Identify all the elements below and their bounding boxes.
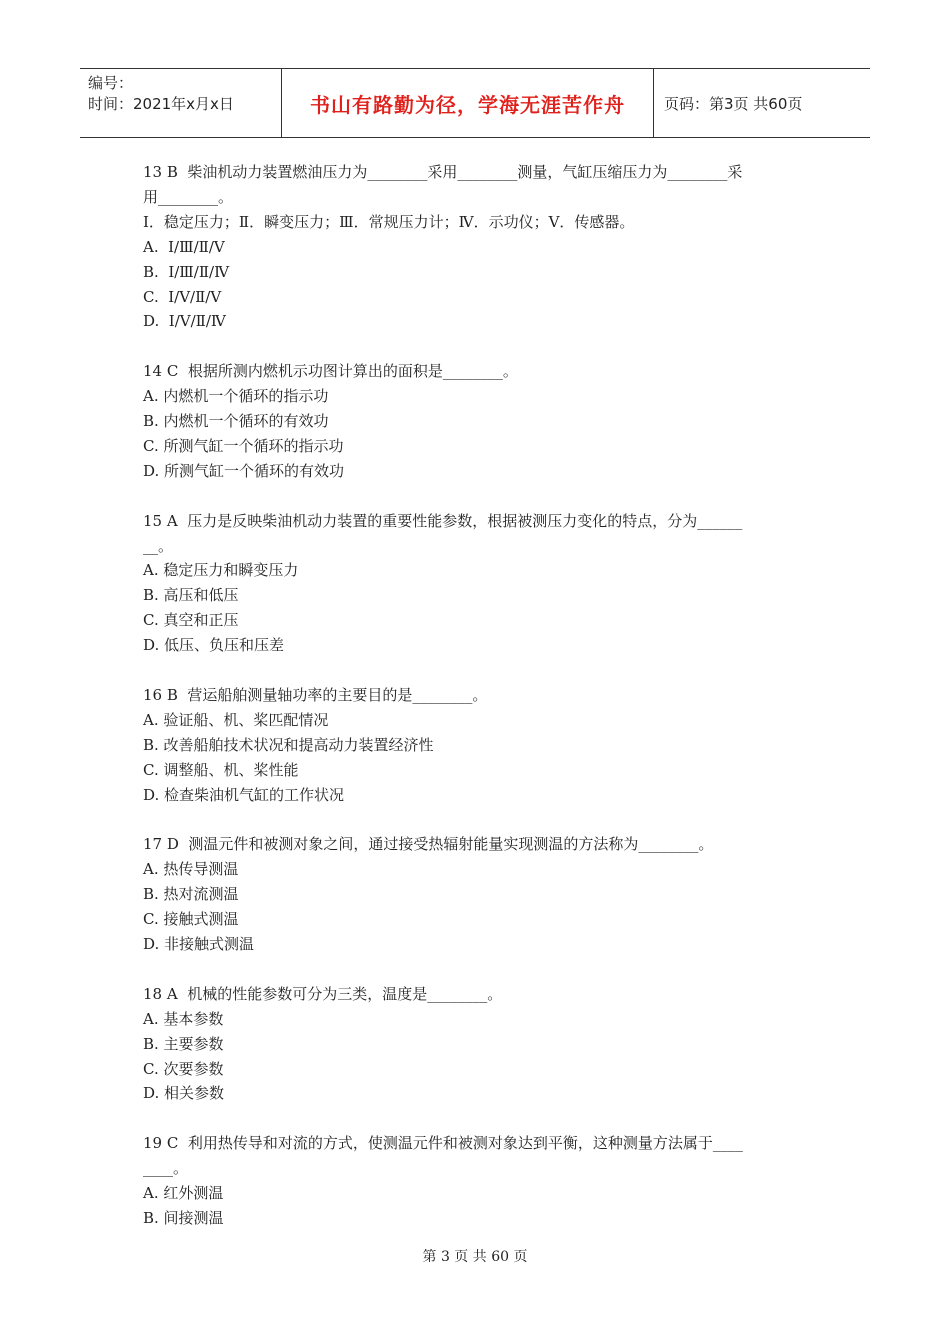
question-line: A. 基本参数 — [143, 1009, 224, 1028]
question-line: A. 验证船、机、桨匹配情况 — [143, 710, 329, 729]
question-line: A. 内燃机一个循环的指示功 — [143, 387, 329, 406]
question-stem: 16 B 营运船舶测量轴功率的主要目的是________。 — [143, 685, 488, 704]
question-line: C. 所测气缸一个循环的指示功 — [143, 436, 344, 455]
question-line: Ⅰ．稳定压力；Ⅱ．瞬变压力；Ⅲ．常规压力计；Ⅳ．示功仪；Ⅴ．传感器。 — [143, 212, 635, 231]
question-line: B. 热对流测温 — [143, 885, 239, 904]
question-line: D. 所测气缸一个循环的有效功 — [143, 461, 345, 480]
question-line: B. 高压和低压 — [143, 586, 239, 605]
question-block — [143, 982, 808, 1107]
question-line: ____。 — [143, 1159, 189, 1178]
question-line: B. 内燃机一个循环的有效功 — [143, 412, 329, 431]
question-stem: 15 A 压力是反映柴油机动力装置的重要性能参数，根据被测压力变化的特点，分为______ — [143, 511, 743, 530]
question-stem: 19 C 利用热传导和对流的方式，使测温元件和被测对象达到平衡，这种测量方法属于____ — [143, 1134, 743, 1153]
question-stem: 18 A 机械的性能参数可分为三类，温度是________。 — [143, 984, 503, 1003]
question-line: A. 热传导测温 — [143, 860, 239, 879]
header-motto: 书山有路勤为径，学海无涯苦作舟 — [281, 69, 654, 137]
question-line: A. 稳定压力和瞬变压力 — [143, 561, 299, 580]
question-line: C. 次要参数 — [143, 1059, 224, 1078]
question-line: A. Ⅰ/Ⅲ/Ⅱ/Ⅴ — [143, 237, 225, 256]
question-block — [143, 359, 808, 484]
time-label: 时间：2021年x月x日 — [88, 95, 234, 113]
question-list — [143, 160, 808, 1256]
question-line: D. 非接触式测温 — [143, 935, 255, 954]
question-line: C. 接触式测温 — [143, 910, 239, 929]
question-block — [143, 509, 808, 658]
question-block — [143, 832, 808, 957]
question-line: D. Ⅰ/Ⅴ/Ⅱ/Ⅳ — [143, 312, 226, 331]
question-stem: 17 D 测温元件和被测对象之间，通过接受热辐射能量实现测温的方法称为________。 — [143, 835, 714, 854]
question-stem: 13 B 柴油机动力装置燃油压力为________采用________测量，气缸压缩压力为________采 — [143, 163, 743, 181]
question-block — [143, 683, 808, 808]
question-line: D. 低压、负压和压差 — [143, 636, 285, 655]
question-line: B. 主要参数 — [143, 1034, 224, 1053]
question-block — [143, 1131, 808, 1231]
question-block — [143, 160, 808, 334]
question-line: D. 相关参数 — [143, 1084, 225, 1103]
page-footer: 第 3 页 共 60 页 — [422, 1249, 528, 1265]
question-line: B. 间接测温 — [143, 1208, 224, 1227]
question-line: B. Ⅰ/Ⅲ/Ⅱ/Ⅳ — [143, 262, 230, 281]
question-line: B. 改善船舶技术状况和提高动力装置经济性 — [143, 735, 434, 754]
question-line: A. 红外测温 — [143, 1184, 224, 1203]
question-stem: 14 C 根据所测内燃机示功图计算出的面积是________。 — [143, 362, 518, 381]
question-line: D. 检查柴油机气缸的工作状况 — [143, 785, 345, 804]
header-page-info: 页码：第3页 共60页 — [664, 94, 803, 113]
question-line: C. Ⅰ/Ⅴ/Ⅱ/Ⅴ — [143, 287, 222, 306]
question-line: C. 调整船、机、桨性能 — [143, 760, 299, 779]
question-line: 用________。 — [143, 187, 234, 206]
question-line: C. 真空和正压 — [143, 611, 239, 630]
header-meta — [80, 69, 281, 137]
serial-number-label: 编号： — [88, 74, 134, 92]
question-line: __。 — [143, 536, 174, 555]
page-header — [80, 68, 870, 138]
